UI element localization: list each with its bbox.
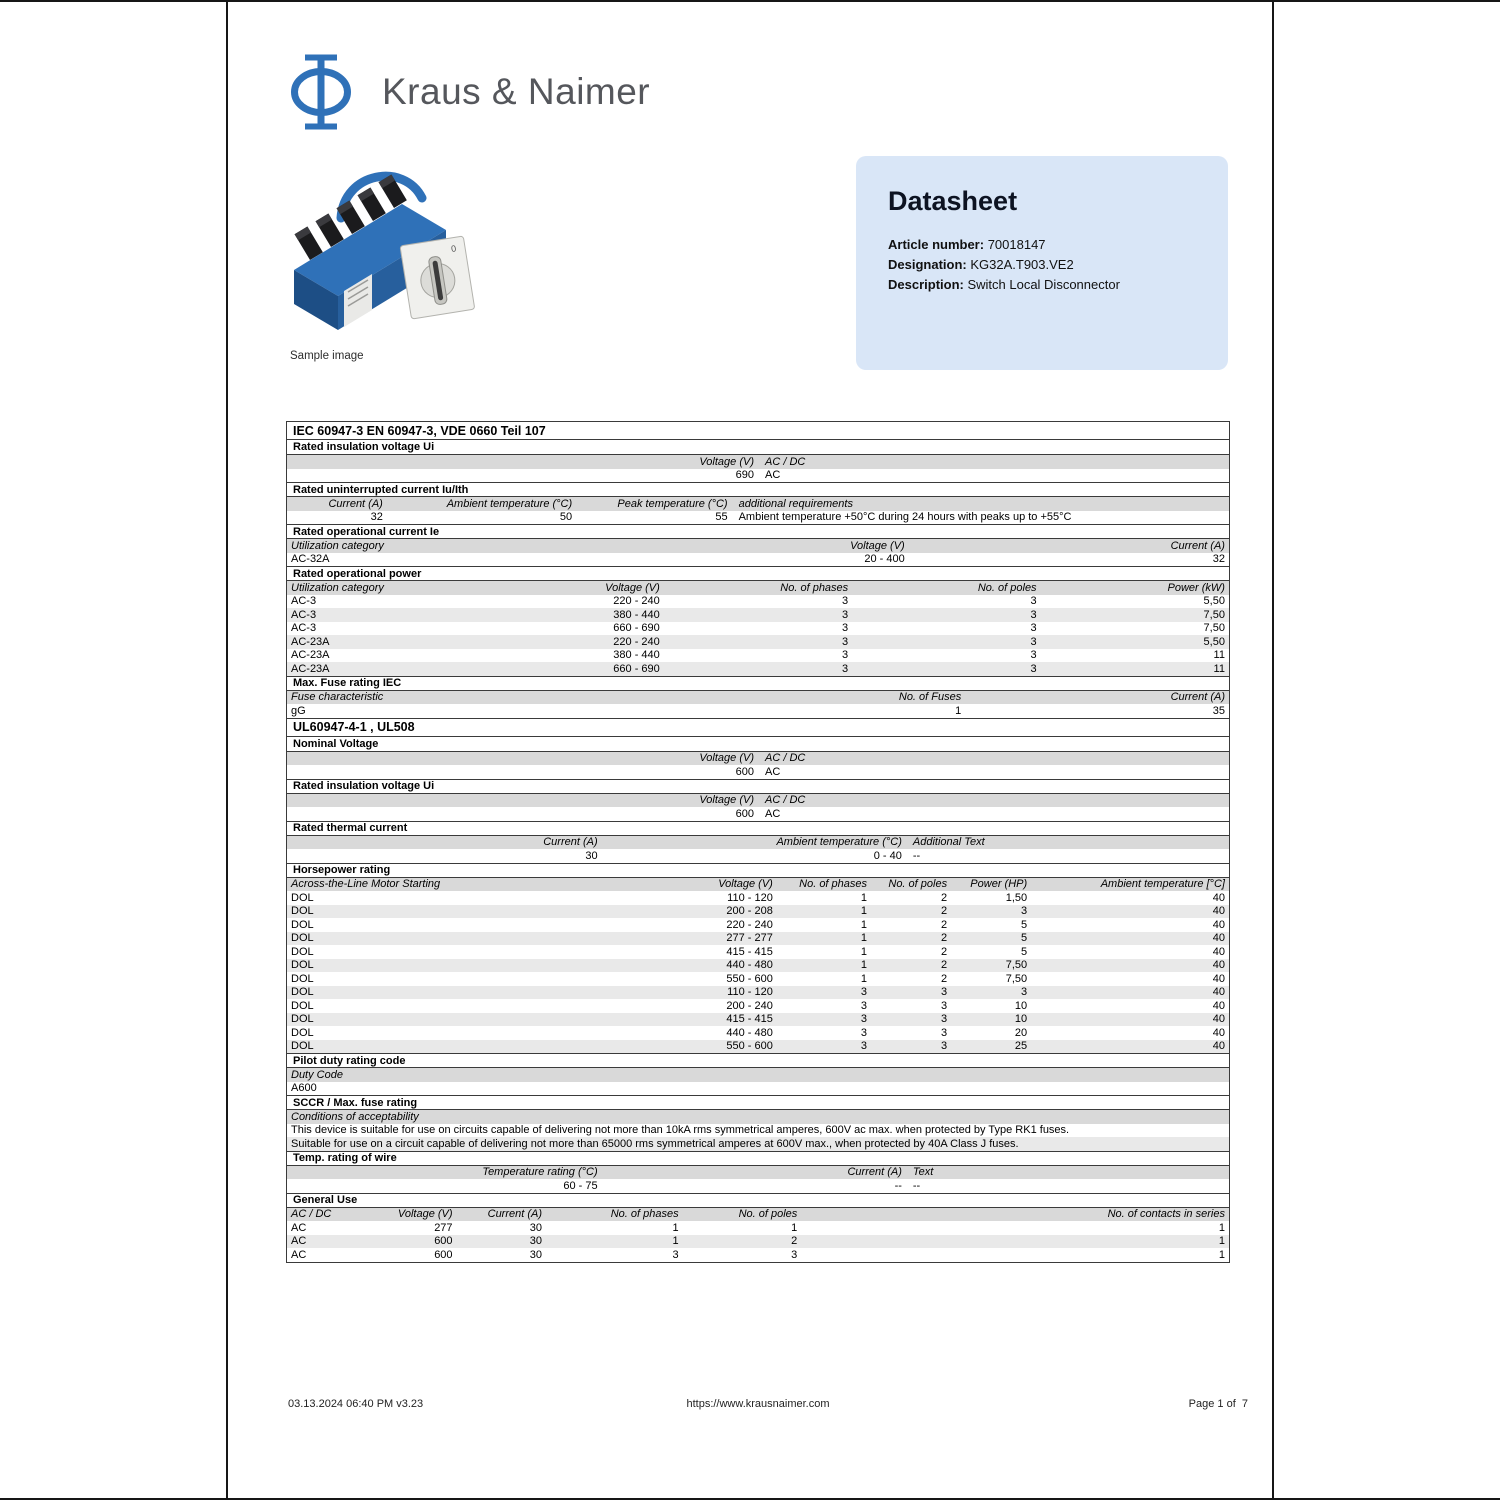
section-title-row — [286, 718, 1230, 737]
table-cell: Text — [912, 1166, 934, 1179]
table-row — [286, 945, 1230, 959]
table-cell: Voltage (V) — [397, 1208, 453, 1221]
table-cell: DOL — [291, 891, 314, 904]
table-cell: No. of phases — [780, 581, 849, 594]
table-cell: Nominal Voltage — [293, 737, 379, 750]
sample-image-caption: Sample image — [290, 350, 364, 362]
table-row — [286, 1026, 1230, 1040]
table-cell: 3 — [1030, 649, 1037, 662]
table-cell: 25 — [1014, 1040, 1028, 1053]
table-cell: 660 - 690 — [613, 622, 660, 635]
table-cell: AC-23A — [291, 662, 330, 675]
table-cell: No. of poles — [977, 581, 1037, 594]
table-cell: 2 — [791, 1235, 798, 1248]
table-cell: Power (HP) — [970, 878, 1028, 891]
table-cell: Fuse characteristic — [291, 691, 384, 704]
table-cell: 1 — [672, 1235, 679, 1248]
table-row — [286, 1082, 1230, 1096]
table-cell: 60 - 75 — [563, 1179, 598, 1192]
table-cell: 1 — [860, 932, 868, 945]
table-row — [286, 905, 1230, 919]
column-header-row — [286, 581, 1230, 595]
section-title-row — [286, 421, 1230, 440]
table-cell: 2 — [940, 945, 948, 958]
table-cell: 10 — [1014, 999, 1028, 1012]
table-cell: 3 — [860, 1013, 868, 1026]
table-cell: AC — [291, 1248, 307, 1261]
table-cell: 30 — [529, 1221, 543, 1234]
table-cell: 3 — [940, 1040, 948, 1053]
table-cell: 600 — [735, 765, 754, 778]
description-field — [888, 275, 1196, 295]
table-cell: 3 — [940, 999, 948, 1012]
table-cell: 415 - 415 — [726, 945, 773, 958]
table-cell: 40 — [1212, 999, 1225, 1012]
table-cell: 55 — [715, 511, 728, 524]
table-cell: Rated insulation voltage Ui — [293, 780, 435, 792]
table-cell: 3 — [860, 986, 868, 999]
table-cell: 5 — [1021, 945, 1028, 958]
table-row — [286, 553, 1230, 567]
table-row — [286, 932, 1230, 946]
subsection-row — [286, 737, 1230, 752]
table-cell: 3 — [842, 662, 849, 675]
table-cell: Ambient temperature (°C) — [446, 497, 573, 510]
table-cell: 40 — [1212, 972, 1225, 985]
designation-label: Designation: — [888, 257, 967, 272]
table-cell: DOL — [291, 918, 314, 931]
column-header-row — [286, 1068, 1230, 1082]
table-cell: 40 — [1212, 945, 1225, 958]
table-cell: 3 — [842, 635, 849, 648]
footer-timestamp: 03.13.2024 06:40 PM v3.23 — [288, 1398, 424, 1410]
table-cell: 2 — [940, 918, 948, 931]
footer-page-number: Page 1 of 7 — [1188, 1398, 1248, 1410]
table-cell: 11 — [1213, 649, 1225, 662]
table-cell: 40 — [1212, 905, 1225, 918]
designation-field — [888, 255, 1196, 275]
table-cell: Additional Text — [912, 836, 985, 849]
table-row — [286, 972, 1230, 986]
table-cell: -- — [912, 849, 921, 862]
table-cell: 3 — [842, 608, 849, 621]
table-cell: 3 — [1021, 905, 1028, 918]
table-cell: AC / DC — [765, 455, 806, 468]
table-cell: Voltage (V) — [850, 539, 905, 552]
table-cell: DOL — [291, 1013, 314, 1026]
table-row — [286, 1137, 1230, 1151]
table-cell: Rated operational current Ie — [293, 525, 440, 538]
table-cell: AC — [291, 1235, 307, 1248]
table-row — [286, 1235, 1230, 1249]
table-cell: 3 — [1030, 622, 1037, 635]
table-cell: 1,50 — [1005, 891, 1028, 904]
subsection-row — [286, 524, 1230, 539]
table-cell: Rated thermal current — [293, 822, 408, 834]
table-cell: 277 - 277 — [726, 932, 773, 945]
article-number-field — [888, 235, 1196, 255]
subsection-row — [286, 566, 1230, 581]
table-row — [286, 959, 1230, 973]
designation-value: KG32A.T903.VE2 — [966, 257, 1074, 272]
table-cell: Temperature rating (°C) — [482, 1166, 598, 1179]
table-cell: 277 — [434, 1221, 453, 1234]
table-cell: Utilization category — [291, 581, 384, 594]
table-cell: No. of contacts in series — [1107, 1208, 1225, 1221]
table-cell: No. of phases — [610, 1208, 679, 1221]
table-row — [286, 1221, 1230, 1235]
table-cell: 2 — [940, 972, 948, 985]
table-cell: 1 — [1218, 1235, 1225, 1248]
table-cell: 3 — [860, 999, 868, 1012]
table-cell: 380 - 440 — [613, 608, 660, 621]
table-cell: 440 - 480 — [726, 959, 773, 972]
table-cell: 3 — [1030, 608, 1037, 621]
svg-text:0: 0 — [450, 243, 457, 254]
table-cell: 35 — [1212, 704, 1225, 717]
table-cell: 3 — [791, 1248, 798, 1261]
table-cell: 550 - 600 — [726, 972, 773, 985]
table-cell: 660 - 690 — [613, 662, 660, 675]
table-cell: No. of phases — [799, 878, 868, 891]
table-cell: DOL — [291, 999, 314, 1012]
table-row — [286, 1013, 1230, 1027]
subsection-row — [286, 482, 1230, 497]
table-cell: AC — [765, 807, 781, 820]
datasheet-title: Datasheet — [888, 186, 1018, 216]
table-cell: Voltage (V) — [718, 878, 773, 891]
table-cell: 440 - 480 — [726, 1026, 773, 1039]
rotary-switch-face-icon — [400, 236, 475, 319]
table-cell: 1 — [860, 918, 868, 931]
table-cell: 415 - 415 — [726, 1013, 773, 1026]
table-cell: DOL — [291, 1040, 314, 1053]
table-cell: 1 — [791, 1221, 798, 1234]
table-cell: 110 - 120 — [727, 986, 773, 999]
table-cell: Conditions of acceptability — [291, 1110, 419, 1123]
table-cell: 2 — [940, 932, 948, 945]
table-row — [286, 635, 1230, 649]
table-cell: 2 — [940, 959, 948, 972]
table-cell: 1 — [860, 905, 868, 918]
table-cell: -- — [894, 1179, 902, 1192]
table-cell: 220 - 240 — [613, 595, 660, 608]
table-cell: 5 — [1021, 932, 1028, 945]
table-cell: 30 — [529, 1235, 543, 1248]
table-cell: -- — [912, 1179, 921, 1192]
table-row — [286, 918, 1230, 932]
table-cell: 3 — [860, 1040, 868, 1053]
table-cell: Max. Fuse rating IEC — [293, 677, 402, 689]
column-header-row — [286, 1208, 1230, 1222]
table-cell: Rated insulation voltage Ui — [293, 441, 435, 453]
table-cell: 1 — [1218, 1248, 1225, 1261]
table-cell: Ambient temperature +50°C during 24 hours with peaks up to +55°C — [738, 511, 1072, 524]
table-cell: SCCR / Max. fuse rating — [293, 1096, 418, 1109]
table-cell: 600 — [434, 1248, 453, 1261]
subsection-row — [286, 440, 1230, 455]
table-cell: Current (A) — [487, 1208, 543, 1221]
table-cell: DOL — [291, 959, 314, 972]
table-cell: AC-3 — [291, 595, 317, 608]
table-cell: 30 — [529, 1248, 543, 1261]
table-cell: 3 — [672, 1248, 679, 1261]
table-cell: 40 — [1212, 891, 1225, 904]
table-cell: AC / DC — [291, 1208, 332, 1221]
table-cell: 1 — [955, 704, 962, 717]
column-header-row — [286, 539, 1230, 553]
table-cell: 7,50 — [1005, 972, 1028, 985]
table-cell: 10 — [1014, 1013, 1028, 1026]
table-row — [286, 891, 1230, 905]
table-cell: Rated uninterrupted current Iu/Ith — [293, 483, 469, 496]
table-cell: A600 — [291, 1082, 317, 1095]
table-cell: Ambient temperature (°C) — [776, 836, 902, 849]
table-cell: No. of poles — [888, 878, 948, 891]
table-cell: 380 - 440 — [613, 649, 660, 662]
table-cell: 3 — [1030, 635, 1037, 648]
table-cell: Utilization category — [291, 539, 384, 552]
table-cell: Current (A) — [847, 1166, 902, 1179]
table-cell: 40 — [1212, 1013, 1225, 1026]
column-header-row — [286, 1110, 1230, 1124]
table-cell: DOL — [291, 945, 314, 958]
table-cell: 1 — [1218, 1221, 1225, 1234]
table-cell: AC / DC — [765, 794, 806, 807]
column-header-row — [286, 1166, 1230, 1180]
table-cell: 11 — [1213, 662, 1225, 675]
table-cell: 3 — [1021, 986, 1028, 999]
table-cell: 32 — [370, 511, 383, 524]
column-header-row — [286, 878, 1230, 892]
table-cell: AC-3 — [291, 608, 317, 621]
table-row — [286, 765, 1230, 779]
column-header-row — [286, 691, 1230, 705]
table-cell: No. of Fuses — [898, 691, 962, 704]
table-cell: Horsepower rating — [293, 864, 391, 876]
table-cell: 220 - 240 — [726, 918, 773, 931]
article-number-label: Article number: — [888, 237, 985, 252]
subsection-row — [286, 863, 1230, 878]
table-cell: Voltage (V) — [699, 752, 754, 765]
table-cell: AC — [291, 1221, 307, 1234]
table-cell: 2 — [940, 905, 948, 918]
table-cell: Rated operational power — [293, 567, 422, 580]
table-cell: 30 — [585, 849, 598, 862]
table-cell: 600 — [735, 807, 754, 820]
article-number-value: 70018147 — [984, 237, 1046, 252]
table-cell: AC-3 — [291, 622, 317, 635]
table-cell: 3 — [1030, 662, 1037, 675]
table-cell: Current (A) — [1170, 539, 1225, 552]
table-cell: 1 — [860, 945, 868, 958]
table-cell: AC-23A — [291, 649, 330, 662]
column-header-row — [286, 836, 1230, 850]
table-cell: 1 — [860, 891, 868, 904]
table-cell: DOL — [291, 1026, 314, 1039]
table-row — [286, 1248, 1230, 1262]
footer-url: https://www.krausnaimer.com — [686, 1398, 830, 1410]
table-cell: AC — [765, 765, 781, 778]
table-cell: 5,50 — [1203, 635, 1225, 648]
table-row — [286, 608, 1230, 622]
table-row — [286, 1040, 1230, 1054]
table-row — [286, 622, 1230, 636]
table-cell: Current (A) — [1170, 691, 1225, 704]
table-row — [286, 704, 1230, 718]
table-cell: AC-23A — [291, 635, 330, 648]
table-cell: Voltage (V) — [699, 455, 754, 468]
table-cell: Pilot duty rating code — [293, 1054, 406, 1067]
table-cell: 3 — [842, 649, 849, 662]
table-cell: gG — [291, 704, 306, 717]
page-top-edge — [0, 0, 1500, 2]
table-cell: IEC 60947-3 EN 60947-3, VDE 0660 Teil 107 — [293, 423, 546, 438]
table-cell: 1 — [672, 1221, 679, 1234]
subsection-row — [286, 779, 1230, 794]
table-cell: Power (kW) — [1167, 581, 1225, 594]
table-cell: Peak temperature (°C) — [617, 497, 728, 510]
table-cell: General Use — [293, 1194, 358, 1206]
description-label: Description: — [888, 277, 964, 292]
table-cell: 2 — [940, 891, 948, 904]
description-value: Switch Local Disconnector — [963, 277, 1120, 292]
page-footer — [228, 1398, 1276, 1414]
table-cell: 3 — [860, 1026, 868, 1039]
table-cell: 1 — [860, 959, 868, 972]
table-cell: Ambient temperature [°C] — [1100, 878, 1225, 891]
table-cell: 200 - 240 — [726, 999, 773, 1012]
table-cell: 50 — [559, 511, 573, 524]
table-cell: 3 — [842, 622, 849, 635]
product-image — [286, 158, 486, 344]
column-header-row — [286, 752, 1230, 766]
subsection-row — [286, 676, 1230, 691]
subsection-row — [286, 1151, 1230, 1166]
table-cell: 200 - 208 — [726, 905, 773, 918]
table-cell: 3 — [842, 595, 849, 608]
table-cell: 40 — [1212, 1026, 1225, 1039]
table-cell: 40 — [1212, 1040, 1225, 1053]
table-cell: 1 — [860, 972, 868, 985]
table-cell: AC-32A — [291, 553, 330, 566]
table-row — [286, 469, 1230, 483]
table-cell: 40 — [1212, 959, 1225, 972]
table-row — [286, 595, 1230, 609]
brand-name: Kraus & Naimer — [382, 71, 651, 112]
table-cell: 20 — [1014, 1026, 1028, 1039]
subsection-row — [286, 1053, 1230, 1068]
column-header-row — [286, 455, 1230, 469]
phi-logo-icon — [284, 52, 358, 132]
table-row — [286, 1179, 1230, 1193]
table-cell: 40 — [1212, 986, 1225, 999]
table-cell: 3 — [940, 1013, 948, 1026]
table-cell: Current (A) — [328, 497, 383, 510]
table-cell: 3 — [940, 1026, 948, 1039]
table-row — [286, 662, 1230, 676]
table-cell: additional requirements — [738, 497, 853, 510]
table-cell: 110 - 120 — [727, 891, 773, 904]
table-cell: Current (A) — [543, 836, 598, 849]
table-cell: DOL — [291, 972, 314, 985]
subsection-row — [286, 1193, 1230, 1208]
table-cell: AC — [765, 469, 781, 482]
table-cell: 220 - 240 — [613, 635, 660, 648]
table-cell: Voltage (V) — [605, 581, 660, 594]
table-row — [286, 999, 1230, 1013]
datasheet-panel — [856, 156, 1228, 370]
table-cell: DOL — [291, 932, 314, 945]
table-cell: 5,50 — [1203, 595, 1225, 608]
table-cell: 32 — [1212, 553, 1225, 566]
column-header-row — [286, 497, 1230, 511]
table-cell: 40 — [1212, 918, 1225, 931]
table-cell: 7,50 — [1203, 608, 1225, 621]
table-row — [286, 986, 1230, 1000]
table-cell: UL60947-4-1 , UL508 — [293, 720, 415, 734]
table-cell: Temp. rating of wire — [293, 1152, 397, 1164]
table-cell: Suitable for use on a circuit capable of delivering not more than 65000 rms symmetrical amperes at 600V max., when protected by 40A Class J fuses. — [291, 1137, 1019, 1150]
table-cell: AC / DC — [765, 752, 806, 765]
table-cell: 40 — [1212, 932, 1225, 945]
table-cell: 690 — [735, 469, 754, 482]
table-cell: 20 - 400 — [864, 553, 905, 566]
subsection-row — [286, 821, 1230, 836]
table-cell: Duty Code — [291, 1068, 343, 1081]
table-cell: 5 — [1021, 918, 1028, 931]
spec-table — [286, 421, 1230, 1263]
table-cell: 550 - 600 — [726, 1040, 773, 1053]
table-cell: Voltage (V) — [699, 794, 754, 807]
table-cell: 0 - 40 — [873, 849, 902, 862]
table-row — [286, 849, 1230, 863]
table-row — [286, 511, 1230, 525]
datasheet-page — [226, 0, 1274, 1500]
table-row — [286, 649, 1230, 663]
table-cell: 3 — [940, 986, 948, 999]
brand-header — [284, 52, 650, 132]
table-row — [286, 807, 1230, 821]
column-header-row — [286, 794, 1230, 808]
table-cell: 7,50 — [1005, 959, 1028, 972]
table-cell: Across-the-Line Motor Starting — [291, 878, 441, 891]
table-cell: 600 — [434, 1235, 453, 1248]
table-cell: No. of poles — [738, 1208, 798, 1221]
table-cell: DOL — [291, 986, 314, 999]
subsection-row — [286, 1095, 1230, 1110]
table-row — [286, 1124, 1230, 1138]
table-cell: DOL — [291, 905, 314, 918]
table-cell: 7,50 — [1203, 622, 1225, 635]
table-cell: This device is suitable for use on circuits capable of delivering not more than 10kA rms symmetrical amperes, 600V ac max. when protected by Type RK1 fuses. — [291, 1124, 1070, 1137]
table-cell: 3 — [1030, 595, 1037, 608]
